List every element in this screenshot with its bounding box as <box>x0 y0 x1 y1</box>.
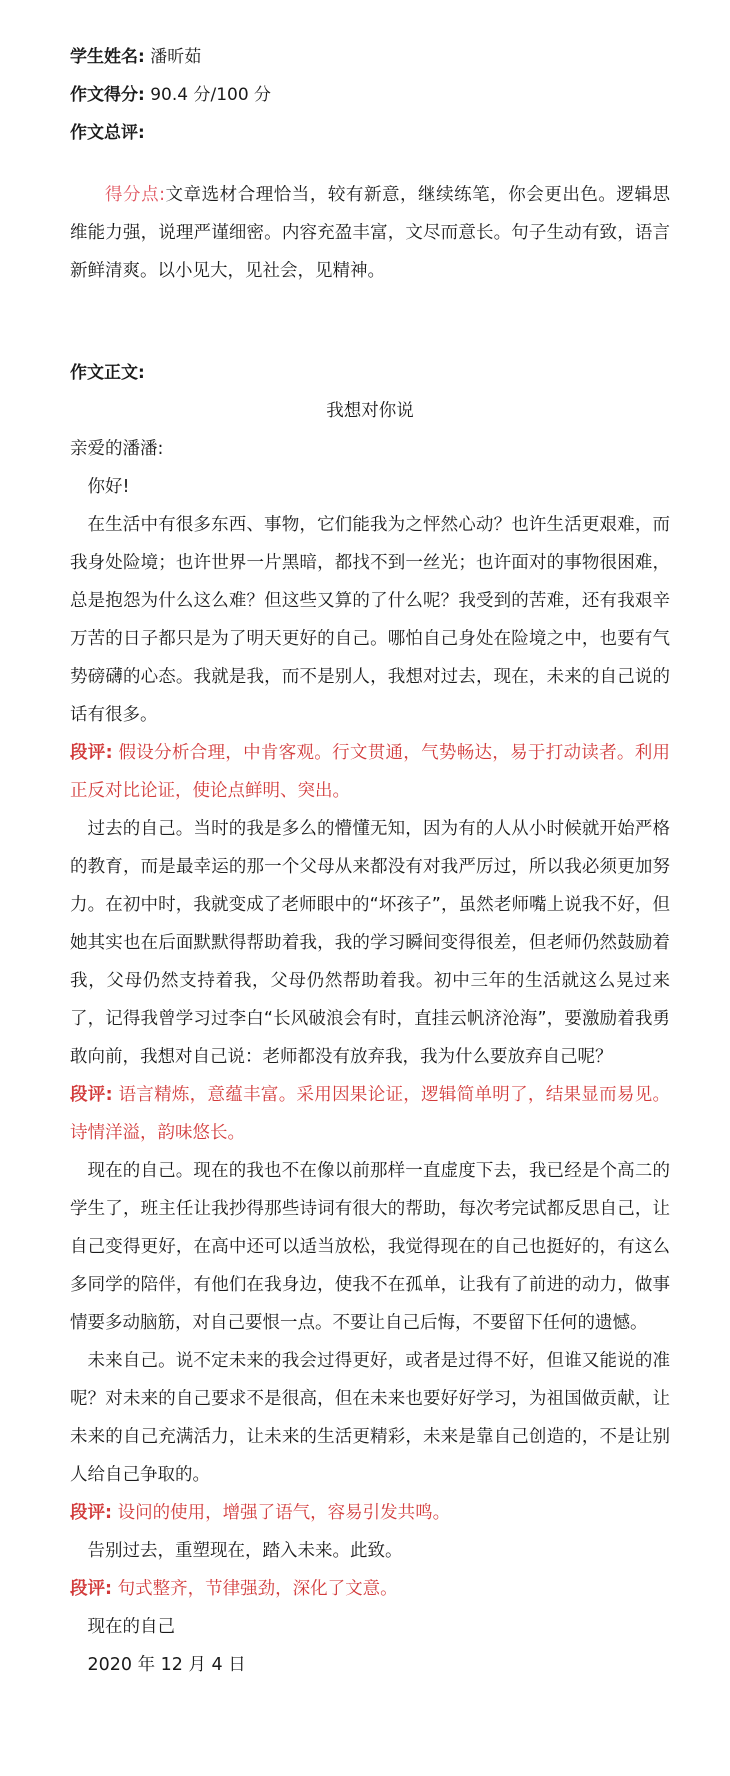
paragraph-comment-label: 段评: <box>70 743 113 763</box>
score-value: 90.4 分/100 分 <box>150 85 272 105</box>
paragraph-comment <box>70 1494 670 1532</box>
student-name-label: 学生姓名: <box>70 47 145 67</box>
essay-body-label: 作文正文: <box>70 363 145 383</box>
paragraph-comment-text: 假设分析合理，中肯客观。行文贯通，气势畅达，易于打动读者。利用正反对比论证，使论点鲜明、突出。 <box>70 743 671 801</box>
score-label: 作文得分: <box>70 85 145 105</box>
date: 2020 年 12 月 4 日 <box>87 1655 246 1675</box>
overall-review-label: 作文总评: <box>70 123 145 143</box>
paragraph-comment-text: 语言精炼，意蕴丰富。采用因果论证，逻辑简单明了，结果显而易见。诗情洋溢，韵味悠长。 <box>70 1085 671 1143</box>
greeting: 你好! <box>87 477 130 497</box>
essay-paragraph: 现在的自己。现在的我也不在像以前那样一直虚度下去，我已经是个高二的学生了，班主任让我抄得那些诗词有很大的帮助，每次考完试都反思自己，让自己变得更好，在高中还可以适当放松，我觉得现在的自己也挺好的，有这么多同学的陪伴，有他们在我身边，使我不在孤单，让我有了前进的动力，做事情要多动脑筋，对自己要恨一点。不要让自己后悔，不要留下任何的遗憾。 <box>70 1161 670 1333</box>
paragraph-comment <box>70 1570 670 1608</box>
overall-review <box>70 176 670 290</box>
student-name-line <box>70 38 670 76</box>
essay-title: 我想对你说 <box>326 401 414 421</box>
paragraph-comment-label: 段评: <box>70 1503 112 1523</box>
paragraph-comment <box>70 734 670 810</box>
score-line <box>70 76 670 114</box>
essay-paragraph: 告别过去，重塑现在，踏入未来。此致。 <box>87 1541 403 1561</box>
salutation: 亲爱的潘潘: <box>70 439 164 459</box>
paragraph-comment-text: 句式整齐，节律强劲，深化了文意。 <box>117 1579 398 1599</box>
essay-document <box>70 38 670 1684</box>
overall-review-line <box>70 114 670 152</box>
essay-paragraph: 过去的自己。当时的我是多么的懵懂无知，因为有的人从小时候就开始严格的教育，而是最幸运的那一个父母从来都没有对我严厉过，所以我必须更加努力。在初中时，我就变成了老师眼中的“坏孩子”，虽然老师嘴上说我不好，但她其实也在后面默默得帮助着我，我的学习瞬间变得很差，但老师仍然鼓励着我，父母仍然支持着我，父母仍然帮助着我。初中三年的生活就这么晃过来了，记得我曾学习过李白“长风破浪会有时，直挂云帆济沧海”，要激励着我勇敢向前，我想对自己说：老师都没有放弃我，我为什么要放弃自己呢？ <box>70 819 670 1067</box>
scoring-points-label: 得分点: <box>105 185 166 205</box>
paragraph-comment-label: 段评: <box>70 1085 113 1105</box>
essay-paragraph: 在生活中有很多东西、事物，它们能我为之怦然心动？也许生活更艰难，而我身处险境；也许世界一片黑暗，都找不到一丝光；也许面对的事物很困难，总是抱怨为什么这么难？但这些又算的了什么呢？我受到的苦难，还有我艰辛万苦的日子都只是为了明天更好的自己。哪怕自己身处在险境之中，也要有气势磅礴的心态。我就是我，而不是别人，我想对过去，现在，未来的自己说的话有很多。 <box>70 515 670 725</box>
essay-paragraph: 未来自己。说不定未来的我会过得更好，或者是过得不好，但谁又能说的准呢？对未来的自己要求不是很高，但在未来也要好好学习，为祖国做贡献，让未来的自己充满活力，让未来的生活更精彩，未来是靠自己创造的，不是让别人给自己争取的。 <box>70 1351 670 1485</box>
student-name-value: 潘昕茹 <box>150 47 202 67</box>
paragraph-comment <box>70 1076 670 1152</box>
overall-review-text: 文章选材合理恰当，较有新意，继续练笔，你会更出色。逻辑思维能力强，说理严谨细密。内容充盈丰富，文尽而意长。句子生动有致，语言新鲜清爽。以小见大，见社会，见精神。 <box>70 185 671 281</box>
paragraph-comment-label: 段评: <box>70 1579 112 1599</box>
signature: 现在的自己 <box>87 1617 175 1637</box>
paragraph-comment-text: 设问的使用，增强了语气，容易引发共鸣。 <box>117 1503 451 1523</box>
